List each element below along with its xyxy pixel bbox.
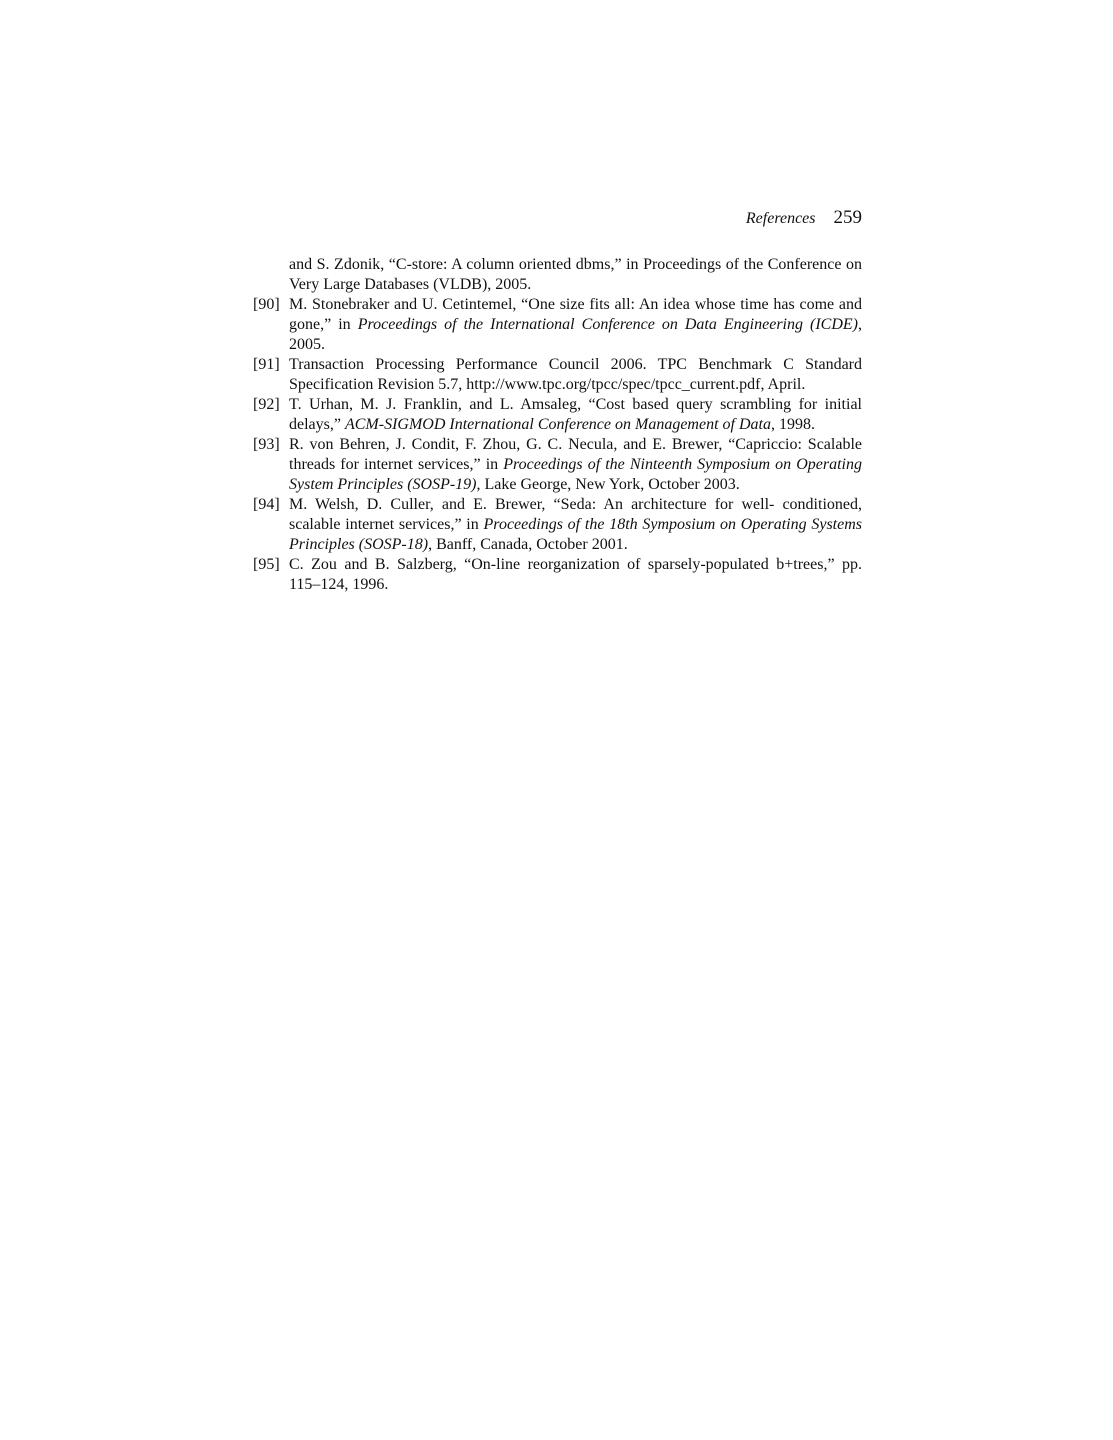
- reference-item: [253, 495, 862, 555]
- reference-text: M. Welsh, D. Culler, and E. Brewer, “Seda: An architecture for well- conditioned, scalable internet services,” in: [289, 496, 862, 533]
- reference-text-end: , Banff, Canada, October 2001.: [428, 536, 628, 553]
- reference-number: [94]: [253, 496, 280, 513]
- reference-number: [90]: [253, 296, 280, 313]
- reference-text-end: , 2005.: [289, 316, 863, 353]
- section-title: References: [745, 210, 816, 227]
- reference-item: [253, 435, 862, 495]
- reference-text: T. Urhan, M. J. Franklin, and L. Amsaleg, “Cost based query scrambling for initial delays,”: [289, 396, 862, 433]
- reference-number: [92]: [253, 396, 280, 413]
- reference-text-end: , Lake George, New York, October 2003.: [476, 476, 740, 493]
- reference-number: [95]: [253, 556, 280, 573]
- reference-venue: Proceedings of the 18th Symposium on Operating Systems Principles (SOSP-18): [289, 516, 863, 553]
- reference-continuation: [253, 255, 862, 295]
- reference-item: [253, 395, 862, 435]
- reference-venue: Proceedings of the Ninteenth Symposium on Operating System Principles (SOSP-19): [289, 456, 862, 493]
- reference-item: [253, 355, 862, 395]
- reference-text-end: , 1998.: [770, 416, 815, 433]
- reference-text: and S. Zdonik, “C-store: A column oriented dbms,” in: [289, 256, 644, 273]
- reference-number: [93]: [253, 436, 280, 453]
- page-number: 259: [833, 207, 862, 228]
- reference-number: [91]: [253, 356, 280, 373]
- reference-venue: ACM-SIGMOD International Conference on Management of Data: [344, 416, 771, 433]
- reference-text: R. von Behren, J. Condit, F. Zhou, G. C. Necula, and E. Brewer, “Capriccio: Scalable threads for internet services,” in: [289, 436, 862, 473]
- reference-venue: Proceedings of the International Conference on Data Engineering (ICDE): [357, 316, 859, 333]
- reference-item: [253, 555, 862, 595]
- reference-text: C. Zou and B. Salzberg, “On-line reorganization of sparsely-populated b+trees,” pp. 115–124, 1996.: [289, 556, 862, 593]
- reference-venue: Proceedings of the Conference on Very Large Databases (VLDB): [289, 256, 862, 293]
- reference-list: [253, 255, 862, 595]
- running-header: [253, 206, 862, 231]
- reference-text: Transaction Processing Performance Council 2006. TPC Benchmark C Standard Specification Revision 5.7, http://www.tpc.org/tpcc/spec/tpcc_current.pdf, April.: [289, 356, 862, 393]
- reference-item: [253, 295, 862, 355]
- reference-text-end: , 2005.: [487, 276, 532, 293]
- reference-text: M. Stonebraker and U. Cetintemel, “One size fits all: An idea whose time has come and gone,” in: [289, 296, 862, 333]
